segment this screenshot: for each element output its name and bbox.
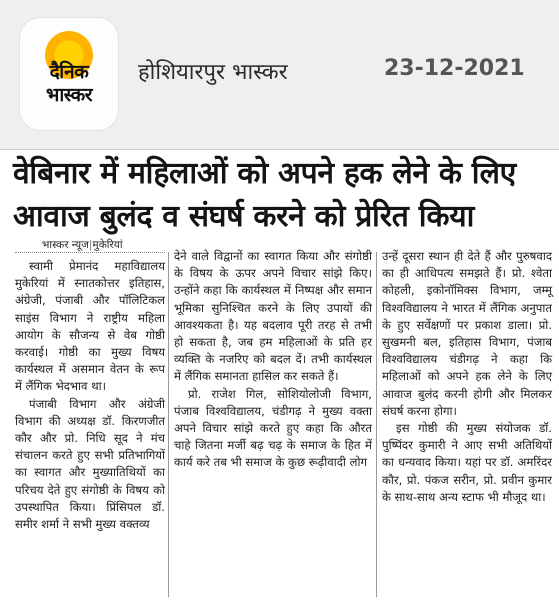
byline-rule xyxy=(15,252,165,253)
article-column-2 xyxy=(174,248,372,472)
paragraph: उन्हें दूसरा स्थान ही देते हैं और पुरुषवाद का ही आधिपत्य समझते हैं। प्रो. श्वेता कोहली, इकोनॉमिक्स विभाग, जम्मू विश्वविद्यालय ने भारत में लैंगिक अनुपात के हुए सर्वेक्षणों पर प्रकाश डाला। प्रो. सुखमनी बल, इतिहास विभाग, पंजाब विश्वविद्यालय चंडीगढ़ ने कहा कि महिलाओं को अपने हक लेने के लिए आवाज बुलंद करनी होगी और मिलकर संघर्ष करना होगा। xyxy=(382,249,552,418)
byline-place: मुकेरियां xyxy=(92,239,123,251)
paragraph: पंजाबी विभाग और अंग्रेजी विभाग की अध्यक्ष डॉ. किरणजीत कौर और प्रो. निधि सूद ने मंच संचालन करते हुए सभी प्रतिभागियों का स्वागत और मुख्यातिथियों का परिचय देते हुए संगोष्ठी के विषय को उपस्थापित किया। प्रिंसिपल डॉ. समीर शर्मा ने सभी मुख्य वक्तव्य xyxy=(15,396,165,532)
logo-text-line1: दैनिक xyxy=(49,61,89,83)
headline-line2: आवाज बुलंद व संघर्ष करने को प्रेरित किया xyxy=(13,199,475,234)
dainik-bhaskar-logo xyxy=(20,18,118,130)
paragraph: प्रो. राजेश गिल, सोशियोलोजी विभाग, पंजाब विश्वविद्यालय, चंडीगढ़ ने मुख्य वक्ता अपने विचार सांझे करते हुए कहा कि औरत चाहे जितना मर्जी बढ़ चढ़ के समाज के हित में कार्य करे तब भी समाज के कुछ रूढ़ीवादी लोग xyxy=(174,386,372,470)
header-divider xyxy=(0,149,559,150)
logo-text-line2: भास्कर xyxy=(45,84,93,106)
paragraph: इस गोष्ठी की मुख्य संयोजक डॉ. पुष्पिंदर कुमारी ने आए सभी अतिथियों का धन्यवाद किया। यहां पर डॉ. अमरिंदर कौर, प्रो. पंकज सरीन, प्रो. प्रवीन कुमार के साथ-साथ अन्य स्टाफ भी मौजूद था। xyxy=(382,421,552,504)
headline-line1: वेबिनार में महिलाओं को अपने हक लेने के लिए xyxy=(13,156,516,191)
article-column-1 xyxy=(15,258,165,533)
column-divider xyxy=(376,252,377,597)
byline-separator: | xyxy=(88,239,93,251)
publication-date: 23-12-2021 xyxy=(384,56,525,81)
column-divider xyxy=(168,252,169,597)
article-column-3 xyxy=(382,248,552,506)
byline-agency: भास्कर न्यूज xyxy=(42,239,89,251)
publication-edition: होशियारपुर भास्कर xyxy=(138,60,288,85)
byline xyxy=(42,238,123,252)
paragraph: देने वाले विद्वानों का स्वागत किया और संगोष्ठी के विषय के ऊपर अपने विचार सांझे किए। उन्होंने कहा कि कार्यस्थल में निष्पक्ष और समान भूमिका सुनिश्चित करने के लिए उपायों की आवश्यकता है। यह बदलाव पूरी तरह से तभी हो सकता है, जब हम महिलाओं के प्रति हर व्यक्ति के नजरिए को बदल दें। तभी कार्यस्थल में लैंगिक समानता हासिल कर सकते हैं। xyxy=(174,249,372,384)
paragraph: स्वामी प्रेमानंद महाविद्यालय मुकेरियां में स्नातकोत्तर इतिहास, अंग्रेजी, पंजाबी और पॉलिटिकल साइंस विभाग ने राष्ट्रीय महिला आयोग के सौजन्य से वेब गोष्ठी करवाई। गोष्ठी का मुख्य विषय कार्यस्थल में असमान वेतन के रूप में लैंगिक भेदभाव था। xyxy=(15,259,165,394)
